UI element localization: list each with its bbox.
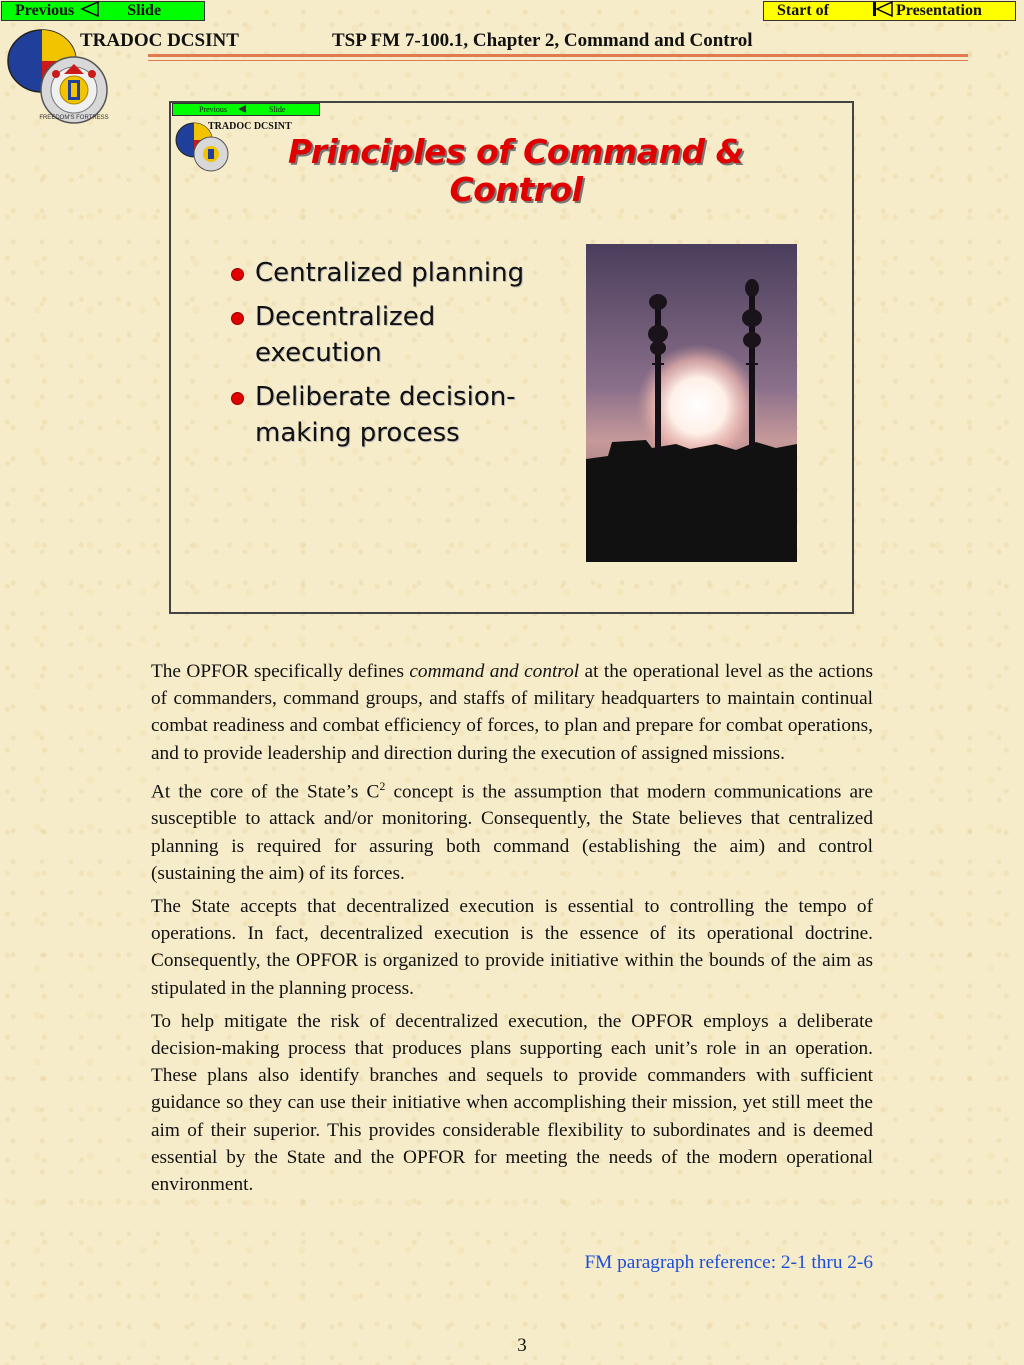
paragraph: To help mitigate the risk of decentralized execution, the OPFOR employs a deliberate decision-making process that produces plans supporting each unit’s role in an operation. These plans also identify branches and sequels to provide commanders with sufficient guidance so they can use their initiative when accomplishing their mission, yet still meet the aim of their superior. This provides considerable flexibility to subordinates and is deemed essential by the State and the OPFOR for meeting the needs of the modern operational environment.	[151, 1010, 873, 1196]
first-slide-icon	[872, 1, 894, 22]
bullet-dot-icon	[231, 312, 244, 325]
paragraph-text: The OPFOR specifically defines	[151, 661, 410, 682]
bullet-dot-icon	[231, 392, 244, 405]
fm-reference-link[interactable]: FM paragraph reference: 2-1 thru 2-6	[584, 1252, 873, 1273]
slide-bullet	[229, 255, 549, 291]
paragraph	[151, 773, 873, 887]
paragraph	[151, 658, 873, 767]
paragraph-text: At the core of the State’s C	[151, 781, 380, 803]
superscript: 2	[379, 778, 386, 793]
slide-bullet-list	[229, 255, 549, 459]
slide-bullet	[229, 299, 549, 371]
slide-org: TRADOC DCSINT	[208, 121, 292, 132]
paragraph-text: concept is the assumption that modern communications are susceptible to attack and/or monitoring. Consequently, the State believes that centralized planning is required for assuring both command (establishing the aim) and control (sustaining the aim) of its forces.	[151, 781, 873, 884]
header-org: TRADOC DCSINT	[80, 30, 239, 51]
bullet-dot-icon	[231, 268, 244, 281]
page-number: 3	[517, 1335, 527, 1356]
header-doc-title: TSP FM 7-100.1, Chapter 2, Command and Control	[332, 30, 753, 51]
presentation-label: Presentation	[895, 2, 982, 19]
slide-title: Principles of Command & Control	[288, 132, 744, 209]
slide-label: Slide	[127, 2, 162, 19]
previous-label: Previous	[15, 2, 75, 19]
header-divider	[148, 54, 968, 57]
slide-bullet-text: Centralized planning	[255, 258, 525, 288]
header-divider-thin	[148, 60, 968, 61]
previous-slide-button[interactable]	[1, 1, 205, 21]
paragraph: The State accepts that decentralized execution is essential to controlling the tempo of operations. In fact, decentralized execution is the essence of its operational doctrine. Consequently, the OPFOR is organized to provide initiative within the bounds of the aim as stipulated in the planning process.	[151, 896, 873, 999]
slide-bullet-text: Deliberate decision-making process	[255, 382, 516, 448]
slide-thumbnail	[169, 101, 854, 614]
body-text	[151, 658, 873, 1204]
back-arrow-icon	[80, 1, 100, 22]
mini-back-arrow-icon	[237, 105, 247, 115]
insignia-ring-text: FREEDOM'S FORTRESS	[39, 115, 109, 121]
mini-previous-label: Previous	[199, 105, 227, 114]
emphasized-term: command and control	[409, 661, 580, 682]
start-of-label: Start of	[777, 2, 829, 19]
mini-previous-slide-button	[172, 103, 320, 116]
slide-bullet-text: Decentralized execution	[255, 302, 436, 368]
mini-slide-label: Slide	[269, 105, 286, 114]
slide-bullet	[229, 379, 549, 451]
radio-towers-sunset-photo	[586, 244, 797, 562]
paragraph-text: at the operational level as the actions of commanders, command groups, and staffs of military headquarters to maintain continual combat readiness and combat efficiency of forces, to plan and prepare for combat operations, and to provide leadership and direction during the execution of assigned missions.	[151, 661, 873, 764]
start-of-presentation-button[interactable]	[763, 1, 1016, 21]
